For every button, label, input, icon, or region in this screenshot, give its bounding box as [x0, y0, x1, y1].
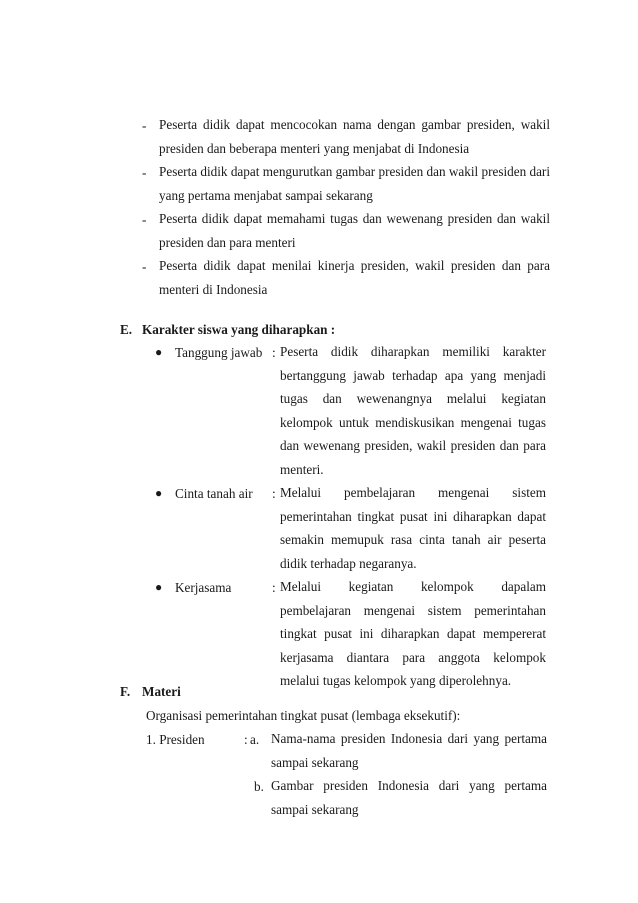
materi-label: 1. Presiden — [146, 732, 205, 747]
colon: : — [244, 732, 248, 747]
colon: : — [272, 345, 276, 360]
character-label: Tanggung jawab — [175, 345, 263, 360]
dash-marker: - — [142, 259, 147, 274]
character-label: Cinta tanah air — [175, 486, 253, 501]
character-label: Kerjasama — [175, 580, 232, 595]
bullet-icon: ● — [155, 580, 163, 594]
colon: : — [272, 580, 276, 595]
goal-text: Peserta didik dapat memahami tugas dan wewenang presiden dan wakil presiden dan para menteri — [159, 211, 550, 250]
sub-marker: b. — [254, 779, 264, 794]
dash-marker: - — [142, 165, 147, 180]
goal-text: Peserta didik dapat mengurutkan gambar presiden dan wakil presiden dari yang pertama menjabat sampai sekarang — [159, 164, 550, 203]
section-letter: E. — [120, 322, 133, 337]
dash-marker: - — [142, 212, 147, 227]
goal-text: Peserta didik dapat menilai kinerja presiden, wakil presiden dan para menteri di Indonesia — [159, 258, 550, 297]
section-title: Karakter siswa yang diharapkan : — [142, 322, 336, 337]
goal-text: Peserta didik dapat mencocokan nama dengan gambar presiden, wakil presiden dan beberapa menteri yang menjabat di Indonesia — [159, 117, 550, 156]
materi-sub-text: Nama-nama presiden Indonesia dari yang pertama sampai sekarang — [271, 731, 547, 770]
section-f-heading — [120, 684, 181, 700]
section-letter: F. — [120, 684, 131, 699]
materi-intro: Organisasi pemerintahan tingkat pusat (lembaga eksekutif): — [146, 708, 461, 723]
bullet-icon: ● — [155, 486, 163, 500]
character-description: Peserta didik diharapkan memiliki karakter bertanggung jawab terhadap apa yang menjadi tugas dan wewenangnya melalui kegiatan kelompok untuk mendiskusikan mengenai tugas dan wewenang presiden, wakil presiden dan para menteri. — [280, 344, 546, 477]
sub-marker: a. — [250, 732, 260, 747]
colon: : — [272, 486, 276, 501]
section-title: Materi — [142, 684, 181, 699]
materi-sub-text: Gambar presiden Indonesia dari yang pertama sampai sekarang — [271, 778, 547, 817]
dash-marker: - — [142, 118, 147, 133]
character-description: Melalui kegiatan kelompok dapalam pembelajaran mengenai sistem pemerintahan tingkat pusat ini diharapkan dapat mempererat kerjasama diantara para anggota kelompok melalui tugas kelompok yang diperolehnya. — [280, 579, 546, 688]
section-e-heading — [120, 322, 335, 338]
character-description: Melalui pembelajaran mengenai sistem pemerintahan tingkat pusat ini diharapkan dapat semakin memupuk rasa cinta tanah air peserta didik terhadap negaranya. — [280, 485, 546, 571]
bullet-icon: ● — [155, 345, 163, 359]
